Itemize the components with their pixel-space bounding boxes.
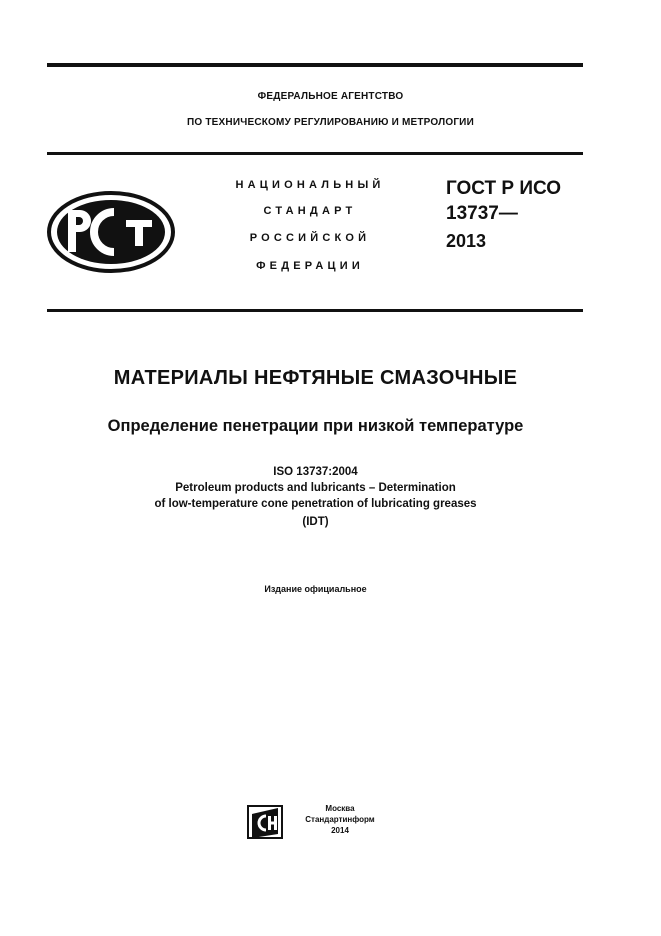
- publisher-city: Москва: [325, 804, 355, 813]
- standard-type-line-3: РОССИЙСКОЙ: [249, 232, 371, 244]
- designation-line-3: 2013: [446, 231, 487, 251]
- designation-line-2: 13737—: [446, 203, 518, 224]
- document-title: МАТЕРИАЛЫ НЕФТЯНЫЕ СМАЗОЧНЫЕ: [113, 367, 518, 389]
- iso-title-line-2: of low-temperature cone penetration of lubricating greases: [154, 498, 477, 510]
- publisher-year: 2014: [331, 826, 349, 835]
- top-rule: [47, 63, 583, 67]
- designation-line-1: ГОСТ Р ИСО: [446, 178, 562, 199]
- middle-rule: [47, 152, 583, 155]
- agency-line-1: ФЕДЕРАЛЬНОЕ АГЕНТСТВО: [257, 91, 404, 102]
- publisher-name: Стандартинформ: [305, 815, 375, 824]
- standartinform-logo-icon: [246, 804, 284, 840]
- standard-type-line-4: ФЕДЕРАЦИИ: [256, 260, 364, 272]
- document-subtitle: Определение пенетрации при низкой температуре: [107, 417, 524, 435]
- edition-label: Издание официальное: [264, 584, 367, 594]
- bottom-rule: [47, 309, 583, 312]
- standard-type-line-1: НАЦИОНАЛЬНЫЙ: [235, 179, 385, 191]
- iso-equivalence: (IDT): [302, 516, 329, 528]
- iso-title-line-1: Petroleum products and lubricants – Determination: [175, 482, 456, 494]
- agency-line-2: ПО ТЕХНИЧЕСКОМУ РЕГУЛИРОВАНИЮ И МЕТРОЛОГИИ: [187, 117, 474, 128]
- rst-certification-mark-icon: [46, 190, 176, 274]
- standard-type-line-2: СТАНДАРТ: [263, 205, 357, 217]
- iso-number: ISO 13737:2004: [273, 466, 358, 478]
